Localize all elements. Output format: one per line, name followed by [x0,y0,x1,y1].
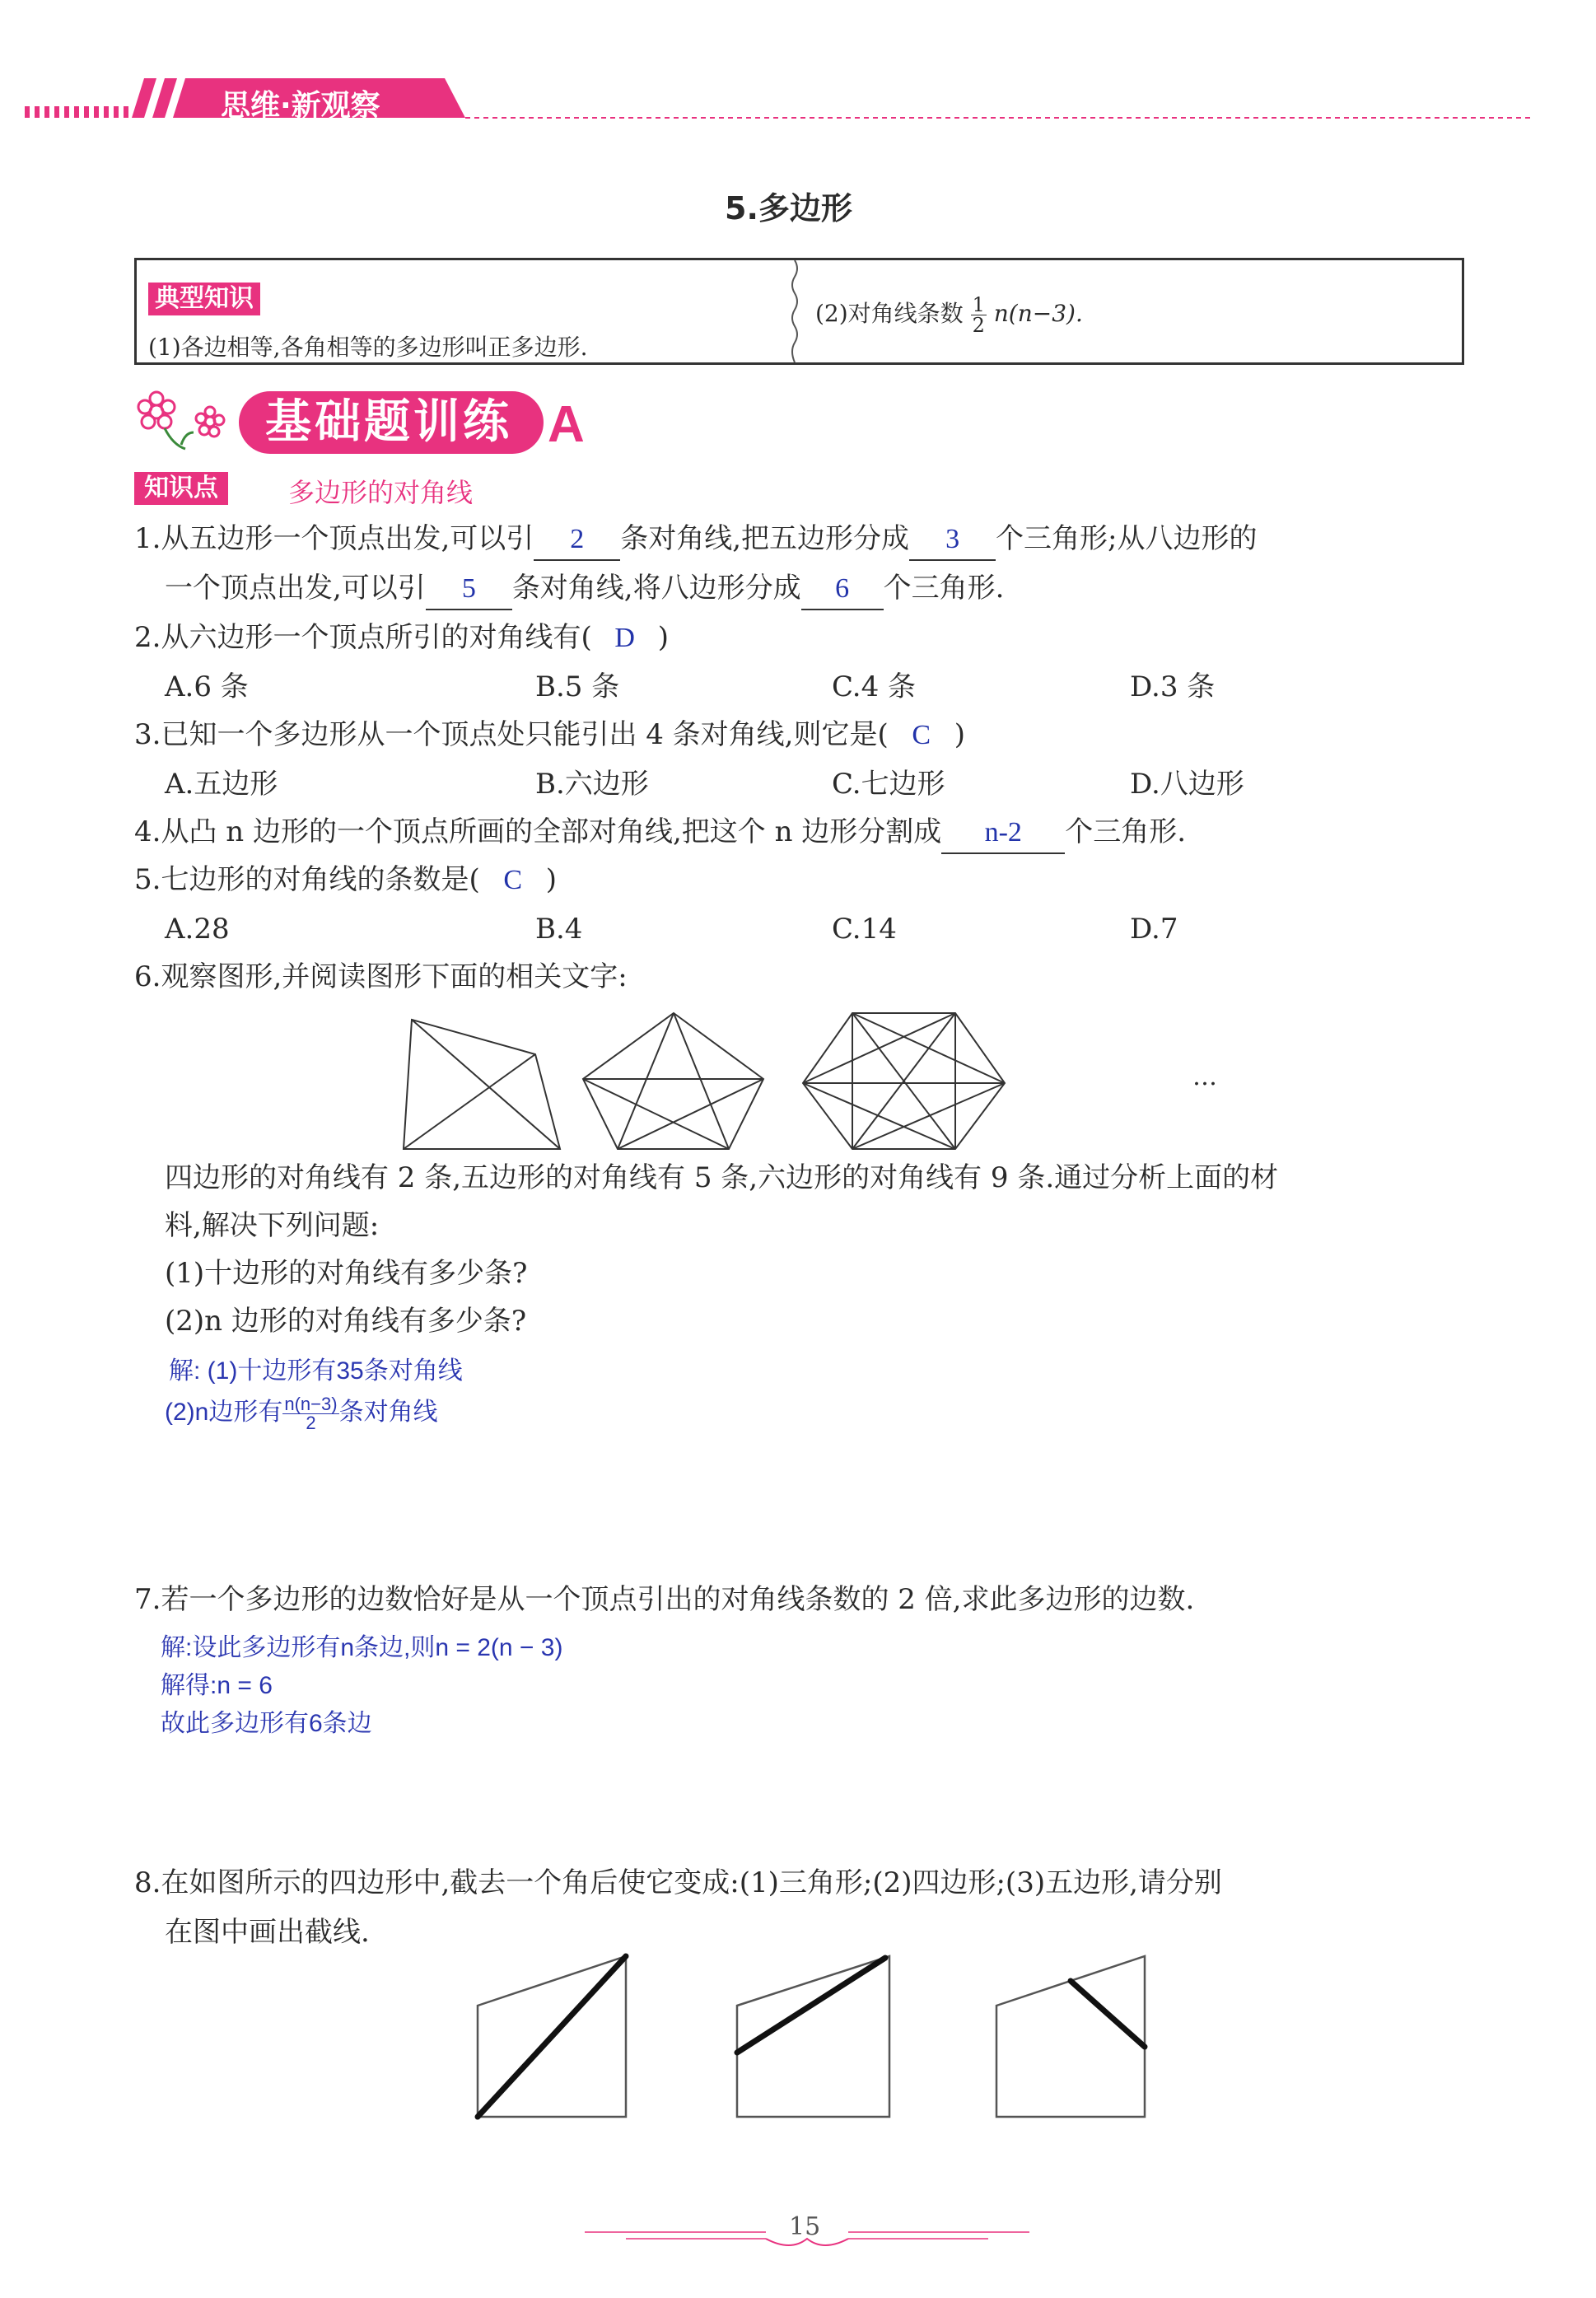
q5-option-c: C.14 [832,913,897,946]
fraction-half [971,295,987,335]
q5-option-b: B.4 [535,913,583,946]
knowledge-point-topic: 多边形的对角线 [288,477,474,508]
flower-icon [132,387,239,453]
question-4 [134,812,1186,854]
question-1-line-1 [134,519,1258,561]
question-8-line-1: 8.在如图所示的四边形中,截去一个角后使它变成:(1)三角形;(2)四边形;(3)五边形,请分别 [134,1866,1222,1899]
q1-text-e: 条对角线,将八边形分成 [511,572,801,605]
q2-option-a: A.6 条 [165,670,249,703]
knowledge-box-divider [786,260,803,362]
question-2 [134,618,669,658]
q6-text-1: 四边形的对角线有 2 条,五边形的对角线有 5 条,六边形的对角线有 9 条.通过分析上面的材 [165,1161,1279,1194]
header-brand: 思维·新观察 [221,89,380,123]
q2-stem: 2.从六边形一个顶点所引的对角线有( [134,621,592,654]
q4-answer: n-2 [941,813,1065,854]
knowledge-item-2-prefix: (2)对角线条数 [815,300,964,327]
q1-answer-1: 2 [534,520,620,561]
q7-answer-1: 解:设此多边形有n条边,则n = 2(n − 3) [161,1634,563,1661]
q1-text-a: 1.从五边形一个顶点出发,可以引 [134,522,534,555]
q1-answer-4: 6 [801,569,884,610]
q1-answer-3: 5 [426,569,512,610]
q5-close: ) [545,863,557,896]
q4-text-b: 个三角形. [1065,815,1187,848]
polygon-diagonals-figure [395,1005,1235,1161]
q2-answer: D [614,623,635,653]
q6-sub-1: (1)十边形的对角线有多少条? [165,1257,528,1290]
q3-option-b: B.六边形 [535,768,649,801]
question-6-stem: 6.观察图形,并阅读图形下面的相关文字: [134,960,628,993]
q7-answer-3: 故此多边形有6条边 [161,1710,372,1737]
q3-option-c: C.七边形 [832,768,945,801]
q6-answer-2-suffix: 条对角线 [338,1399,438,1426]
question-5 [134,860,557,900]
fraction-num: 1 [972,293,985,316]
page-number: 15 [789,2212,821,2241]
page-title: 5.多边形 [725,190,852,227]
q6-answer-1: 解: (1)十边形有35条对角线 [169,1357,463,1385]
q6-answer-fraction [282,1395,338,1432]
question-8-line-2: 在图中画出截线. [165,1916,370,1949]
q5-option-d: D.7 [1130,913,1178,946]
q1-text-c: 个三角形;从八边形的 [996,522,1258,555]
q3-close: ) [954,718,966,751]
section-letter: A [548,396,585,453]
q6-fraction-den: 2 [306,1412,316,1433]
q3-answer: C [912,720,931,750]
q6-text-2: 料,解决下列问题: [165,1209,380,1242]
figure-ellipsis: … [1192,1063,1217,1091]
pentagon-figure [583,1013,763,1149]
q3-option-a: A.五边形 [165,768,278,801]
section-title: 基础题训练 [265,395,512,449]
q2-option-b: B.5 条 [535,670,620,703]
fraction-den: 2 [972,314,985,337]
q2-option-c: C.4 条 [832,670,917,703]
cut-line-pentagon [1071,1981,1145,2047]
q1-text-b: 条对角线,把五边形分成 [620,522,910,555]
q3-stem: 3.已知一个多边形从一个顶点处只能引出 4 条对角线,则它是( [134,718,889,751]
q1-text-d: 一个顶点出发,可以引 [165,572,426,605]
knowledge-item-2 [815,295,1083,335]
q5-stem: 5.七边形的对角线的条数是( [134,863,480,896]
question-1-line-2 [165,568,1004,610]
q2-close: ) [657,621,669,654]
q1-answer-2: 3 [909,520,996,561]
q6-answer-2 [165,1394,438,1432]
question-7: 7.若一个多边形的边数恰好是从一个顶点引出的对角线条数的 2 倍,求此多边形的边数. [134,1583,1195,1616]
q4-text-a: 4.从凸 n 边形的一个顶点所画的全部对角线,把这个 n 边形分割成 [134,815,942,848]
q5-option-a: A.28 [165,913,230,946]
q6-sub-2: (2)n 边形的对角线有多少条? [165,1305,527,1338]
q3-option-d: D.八边形 [1130,768,1244,801]
q1-text-f: 个三角形. [883,572,1005,605]
typical-knowledge-tag: 典型知识 [148,283,260,315]
question-3 [134,715,965,755]
q7-answer-2: 解得:n = 6 [161,1672,273,1699]
knowledge-item-1: (1)各边相等,各角相等的多边形叫正多边形. [148,334,588,361]
q6-answer-2-prefix: (2)n边形有 [165,1399,283,1426]
q6-fraction-num: n(n−3) [284,1393,338,1414]
cut-line-quadrilateral [737,1958,885,2053]
q5-answer: C [503,865,523,895]
knowledge-item-2-suffix: n(n−3). [993,300,1083,327]
cut-corner-figures [461,1944,1169,2133]
knowledge-point-tag: 知识点 [134,472,228,505]
q2-option-d: D.3 条 [1130,670,1216,703]
